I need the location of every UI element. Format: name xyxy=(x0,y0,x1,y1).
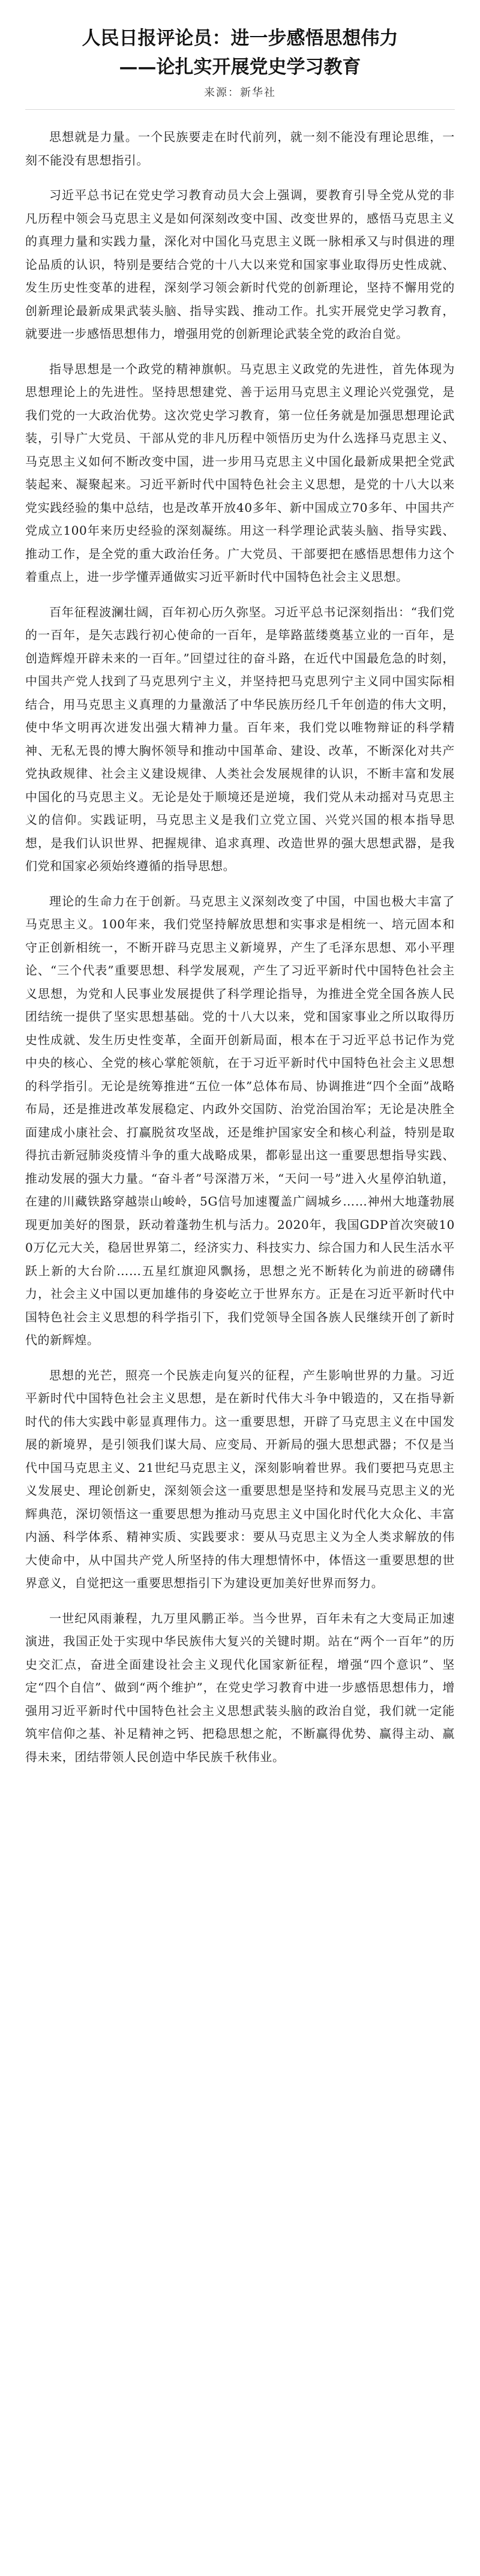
title-line-2: ——论扎实开展党史学习教育 xyxy=(119,56,361,78)
paragraph: 习近平总书记在党史学习教育动员大会上强调，要教育引导全党从党的非凡历程中领会马克思主义是如何深刻改变中国、改变世界的，感悟马克思主义的真理力量和实践力量，深化对中国化马克思主义既一脉相承又与时俱进的理论品质的认识，特别是要结合党的十八大以来党和国家事业取得历史性成就、发生历史性变革的进程，深刻学习领会新时代党的创新理论，坚持不懈用党的创新理论最新成果武装头脑、指导实践、推动工作。扎实开展党史学习教育，就要进一步感悟思想伟力，增强用党的创新理论武装全党的政治自觉。 xyxy=(25,188,455,341)
paragraph: 理论的生命力在于创新。马克思主义深刻改变了中国，中国也极大丰富了马克思主义。100年来，我们党坚持解放思想和实事求是相统一、培元固本和守正创新相统一，不断开辟马克思主义新境界，产生了毛泽东思想、邓小平理论、“三个代表”重要思想、科学发展观，产生了习近平新时代中国特色社会主义思想，为党和人民事业发展提供了科学理论指导，为推进全党全国各族人民团结统一提供了坚实思想基础。党的十八大以来，党和国家事业之所以取得历史性成就、发生历史性变革，全面开创新局面，根本在于习近平总书记作为党中央的核心、全党的核心掌舵领航，在于习近平新时代中国特色社会主义思想的科学指引。无论是统筹推进“五位一体”总体布局、协调推进“四个全面”战略布局，还是推进改革发展稳定、内政外交国防、治党治国治军；无论是决胜全面建成小康社会、打赢脱贫攻坚战，还是维护国家安全和核心利益，特别是取得抗击新冠肺炎疫情斗争的重大战略成果，都彰显出这一重要思想指导实践、推动发展的强大力量。“奋斗者”号深潜万米，“天问一号”进入火星停泊轨道，在建的川藏铁路穿越崇山峻岭，5G信号加速覆盖广阔城乡……神州大地蓬勃展现更加美好的图景，跃动着蓬勃生机与活力。2020年，我国GDP首次突破100万亿元大关，稳居世界第二，经济实力、科技实力、综合国力和人民生活水平跃上新的大台阶……五星红旗迎风飘扬，思想之光不断转化为前进的磅礴伟力，社会主义中国以更加雄伟的身姿屹立于世界东方。正是在习近平新时代中国特色社会主义思想的科学指引下，我们党领导全国各族人民继续开创了新时代的新辉煌。 xyxy=(25,893,455,1347)
article-body xyxy=(25,125,455,1768)
paragraph: 思想就是力量。一个民族要走在时代前列，就一刻不能没有理论思维，一刻不能没有思想指引。 xyxy=(25,130,455,167)
title-divider xyxy=(25,109,455,110)
article-title xyxy=(25,24,455,82)
article-source: 来源：新华社 xyxy=(204,86,276,99)
paragraph: 百年征程波澜壮阔，百年初心历久弥坚。习近平总书记深刻指出：“我们党的一百年，是矢志践行初心使命的一百年，是筚路蓝缕奠基立业的一百年，是创造辉煌开辟未来的一百年。”回望过往的奋斗路，在近代中国最危急的时刻，中国共产党人找到了马克思列宁主义，并坚持把马克思列宁主义同中国实际相结合，用马克思主义真理的力量激活了中华民族历经几千年创造的伟大文明，使中华文明再次迸发出强大精神力量。百年来，我们党以唯物辩证的科学精神、无私无畏的博大胸怀领导和推动中国革命、建设、改革，不断深化对共产党执政规律、社会主义建设规律、人类社会发展规律的认识，不断丰富和发展中国化的马克思主义。无论是处于顺境还是逆境，我们党从未动摇对马克思主义的信仰。实践证明，马克思主义是我们立党立国、兴党兴国的根本指导思想，是我们认识世界、把握规律、追求真理、改造世界的强大思想武器，是我们党和国家必须始终遵循的指导思想。 xyxy=(25,604,455,873)
article xyxy=(25,24,455,1780)
paragraph: 指导思想是一个政党的精神旗帜。马克思主义政党的先进性，首先体现为思想理论上的先进性。坚持思想建党、善于运用马克思主义理论兴党强党，是我们党的一大政治优势。这次党史学习教育，第一位任务就是加强思想理论武装，引导广大党员、干部从党的非凡历程中领悟历史为什么选择马克思主义、马克思主义如何不断改变中国，进一步用马克思主义中国化最新成果把全党武装起来、凝聚起来。习近平新时代中国特色社会主义思想，是党的十八大以来党实践经验的集中总结，也是改革开放40多年、新中国成立70多年、中国共产党成立100年来历史经验的深刻凝练。用这一科学理论武装头脑、指导实践、推动工作，是全党的重大政治任务。广大党员、干部要把在感悟思想伟力这个着重点上，进一步学懂弄通做实习近平新时代中国特色社会主义思想。 xyxy=(25,361,455,584)
paragraph: 思想的光芒，照亮一个民族走向复兴的征程，产生影响世界的力量。习近平新时代中国特色社会主义思想，是在新时代伟大斗争中锻造的，又在指导新时代的伟大实践中彰显真理伟力。这一重要思想，开辟了马克思主义在中国发展的新境界，是引领我们谋大局、应变局、开新局的强大思想武器；不仅是当代中国马克思主义、21世纪马克思主义，深刻影响着世界。我们要把马克思主义发展史、理论创新史，深刻领会这一重要思想是坚持和发展马克思主义的光辉典范，深切领悟这一重要思想为推动马克思主义中国化时代化大众化、丰富内涵、科学体系、精神实质、实践要求：要从马克思主义为全人类求解放的伟大使命中，从中国共产党人所坚持的伟大理想情怀中，体悟这一重要思想的世界意义，自觉把这一重要思想指引下为建设更加美好世界而努力。 xyxy=(25,1368,455,1590)
paragraph: 一世纪风雨兼程，九万里风鹏正举。当今世界，百年未有之大变局正加速演进，我国正处于实现中华民族伟大复兴的关键时期。站在“两个一百年”的历史交汇点，奋进全面建设社会主义现代化国家新征程，增强“四个意识”、坚定“四个自信”、做到“两个维护”，在党史学习教育中进一步感悟思想伟力，增强用习近平新时代中国特色社会主义思想武装头脑的政治自觉，我们就一定能筑牢信仰之基、补足精神之钙、把稳思想之舵，不断赢得优势、赢得主动、赢得未来，团结带领人民创造中华民族千秋伟业。 xyxy=(25,1611,455,1764)
title-line-1: 人民日报评论员：进一步感悟思想伟力 xyxy=(82,28,398,49)
